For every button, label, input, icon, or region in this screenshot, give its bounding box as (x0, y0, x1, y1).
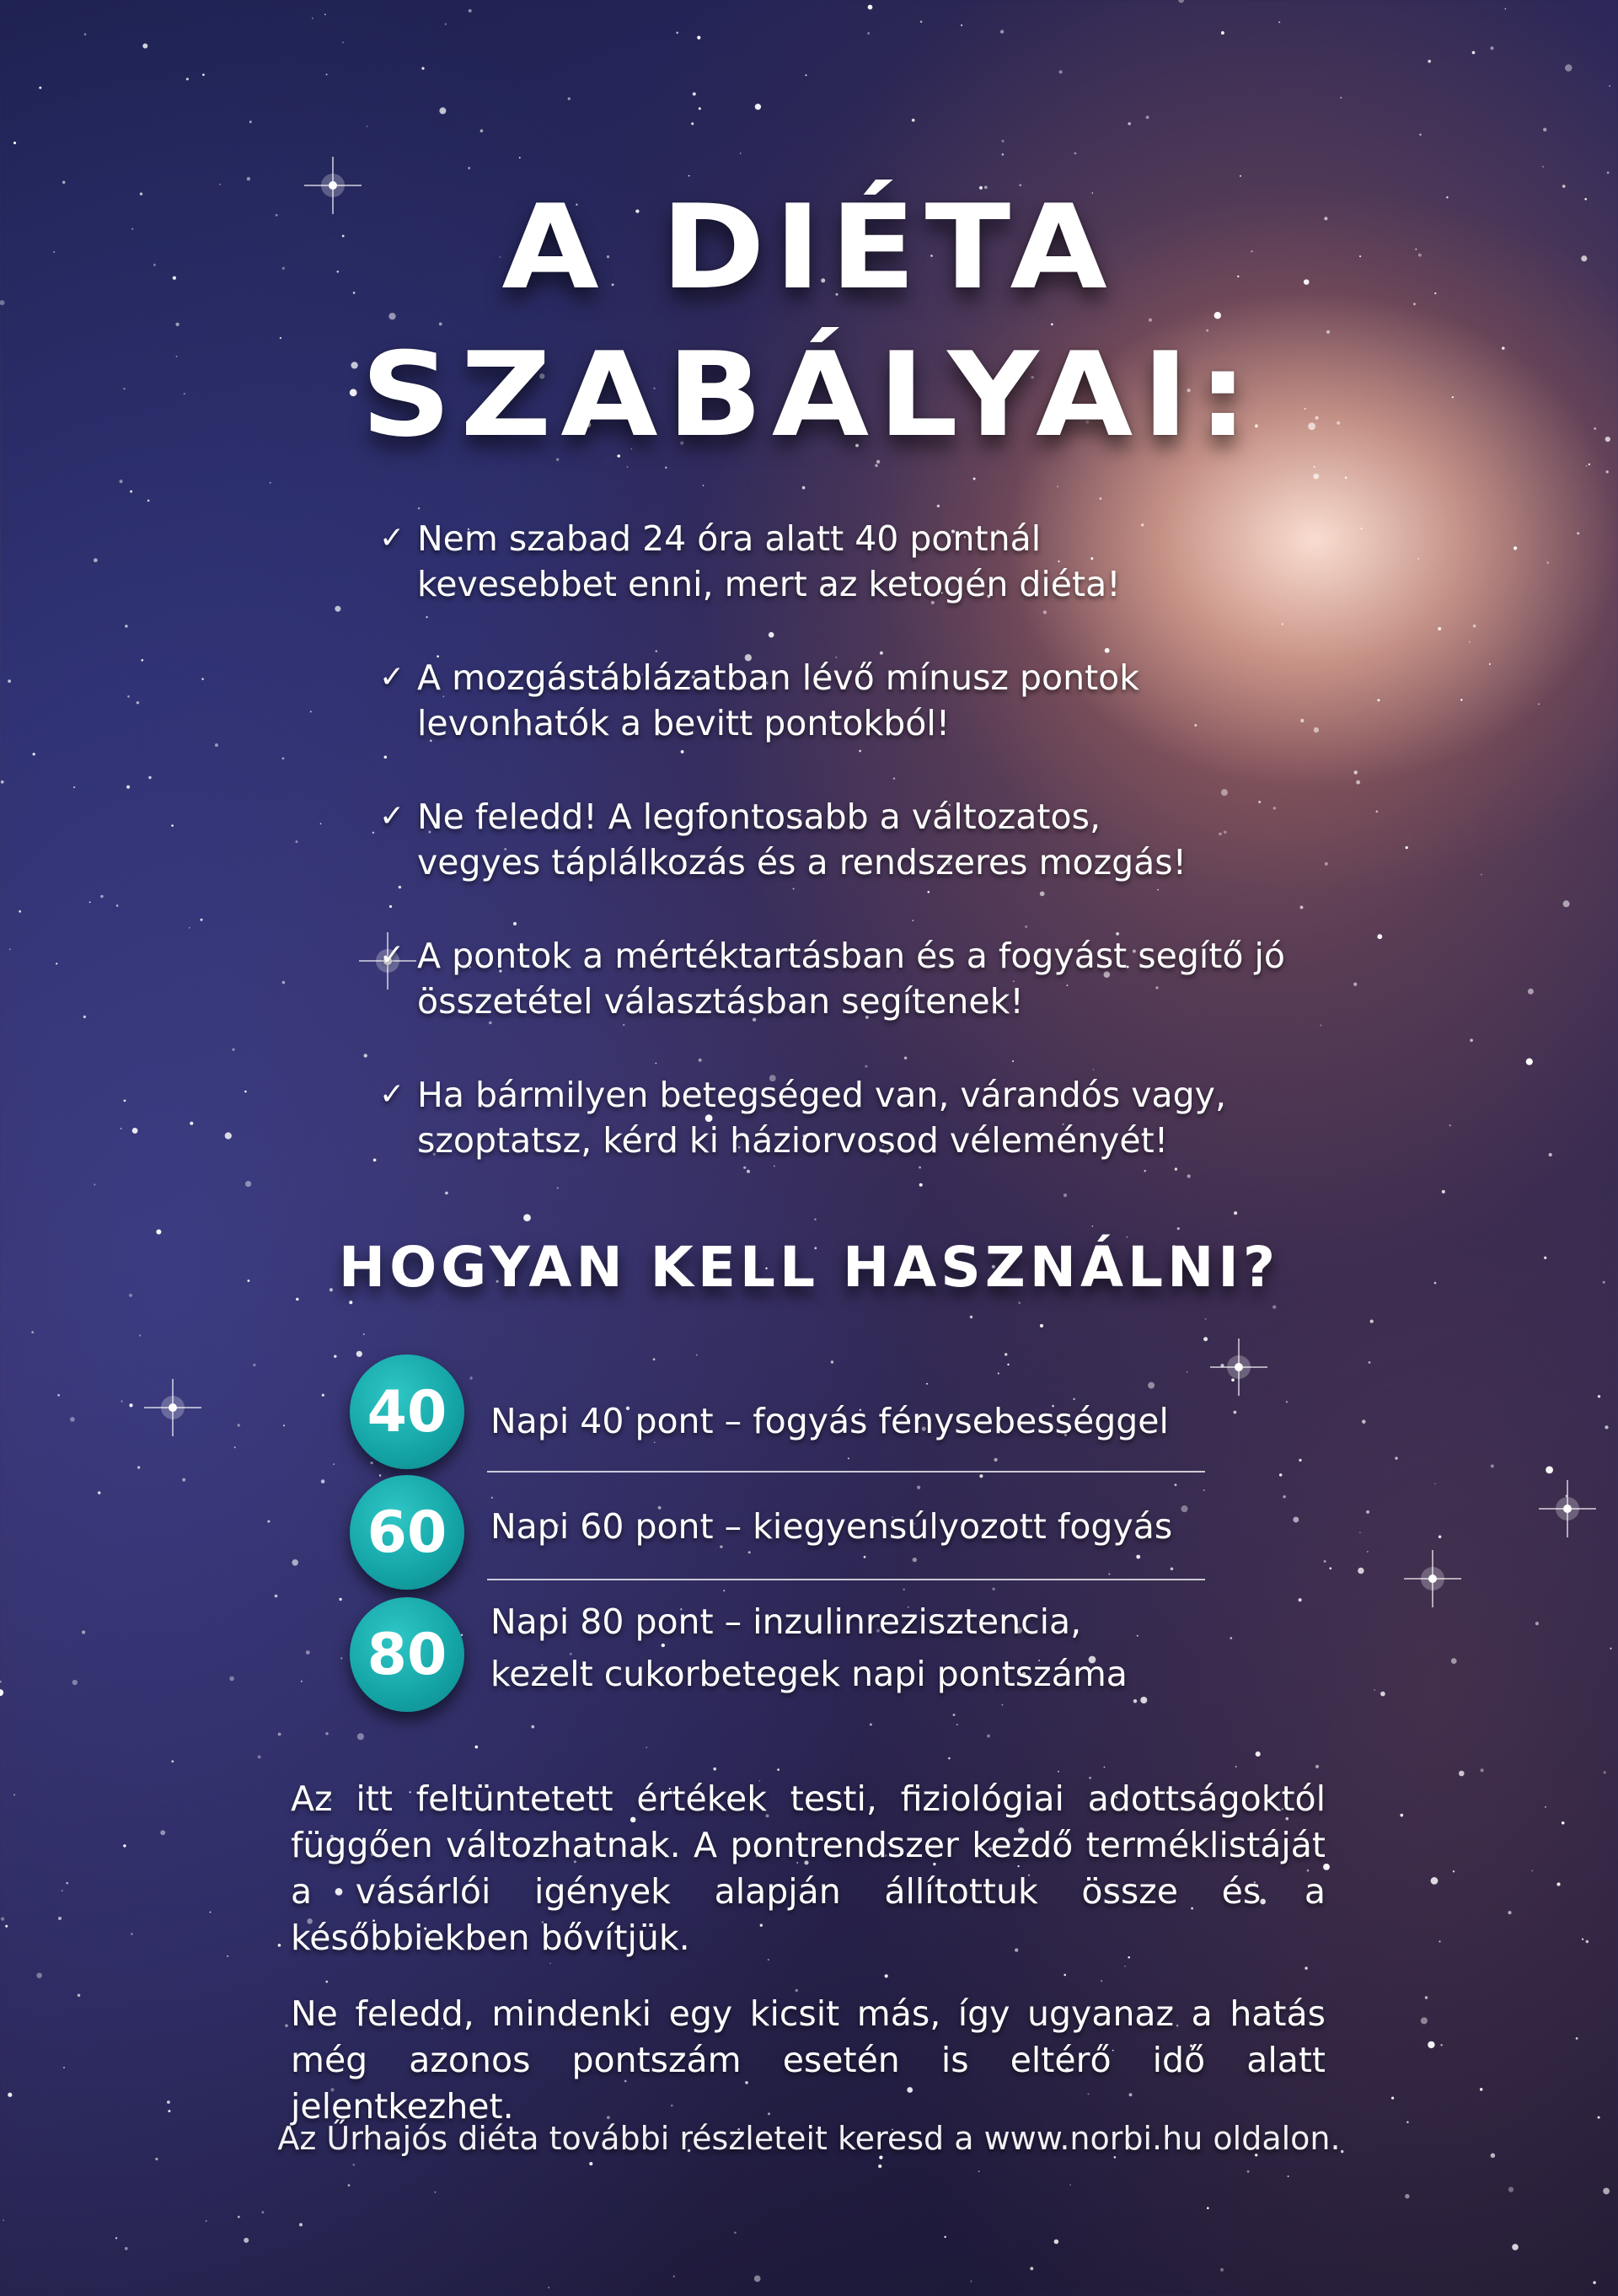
check-icon: ✓ (379, 938, 405, 973)
plan-description-40: Napi 40 pont – fogyás fénysebességgel (490, 1401, 1169, 1441)
rule-item (379, 794, 1306, 885)
check-icon: ✓ (379, 799, 405, 834)
rule-text-line-2: összetétel választásban segítenek! (417, 981, 1024, 1022)
check-icon: ✓ (379, 660, 405, 695)
rule-text-line-2: vegyes táplálkozás és a rendszeres mozgás! (417, 842, 1187, 882)
howto-heading: HOGYAN KELL HASZNÁLNI? (338, 1235, 1280, 1300)
rule-item (379, 1072, 1306, 1163)
rule-text-line-2: kevesebbet enni, mert az ketogén diéta! (417, 564, 1121, 604)
page-title-line-1: A DIÉTA (501, 180, 1117, 315)
rule-item (379, 655, 1306, 746)
points-badge-60: 60 (350, 1475, 464, 1590)
plan-description-60: Napi 60 pont – kiegyensúlyozott fogyás (490, 1506, 1173, 1547)
points-badge-80: 80 (350, 1597, 464, 1712)
rule-text-line-2: levonhatók a bevitt pontokból! (417, 703, 951, 743)
rule-text-line-1: Ne feledd! A legfontosabb a változatos, (417, 797, 1101, 837)
plan-divider (487, 1471, 1205, 1473)
rule-item (379, 516, 1306, 607)
plan-description-80-line-1: Napi 80 pont – inzulinrezisztencia, (490, 1601, 1082, 1642)
rule-text-line-1: A mozgástáblázatban lévő mínusz pontok (417, 657, 1139, 698)
check-icon: ✓ (379, 521, 405, 555)
plan-divider (487, 1579, 1205, 1580)
disclaimer-paragraph: Az itt feltüntetett értékek testi, fiziológiai adottságoktól függően változhatnak. A pontrendszer kezdő terméklistáját a vásárlói igények alapján állítottuk össze és a későbbiekben bővítjük. (291, 1778, 1326, 1958)
rules-list (379, 516, 1306, 1211)
rule-text-line-1: Ha bármilyen betegséged van, várandós vagy, (417, 1075, 1226, 1115)
reminder-paragraph: Ne feledd, mindenki egy kicsit más, így ugyanaz a hatás még azonos pontszám esetén is eltérő idő alatt jelentkezhet. (291, 1993, 1326, 2127)
rule-text-line-1: A pontok a mértéktartásban és a fogyást segítő jó (417, 936, 1285, 976)
rule-text-line-1: Nem szabad 24 óra alatt 40 pontnál (417, 518, 1042, 559)
plan-description-80-line-2: kezelt cukorbetegek napi pontszáma (490, 1654, 1128, 1694)
rule-text-line-2: szoptatsz, kérd ki háziorvosod véleményét! (417, 1120, 1169, 1161)
page-title-line-2: SZABÁLYAI: (361, 327, 1257, 463)
check-icon: ✓ (379, 1077, 405, 1112)
footer-website-note: Az Űrhajós diéta további részleteit keresd a www.norbi.hu oldalon. (277, 2120, 1341, 2157)
rule-item (379, 933, 1306, 1024)
points-badge-40: 40 (350, 1355, 464, 1469)
